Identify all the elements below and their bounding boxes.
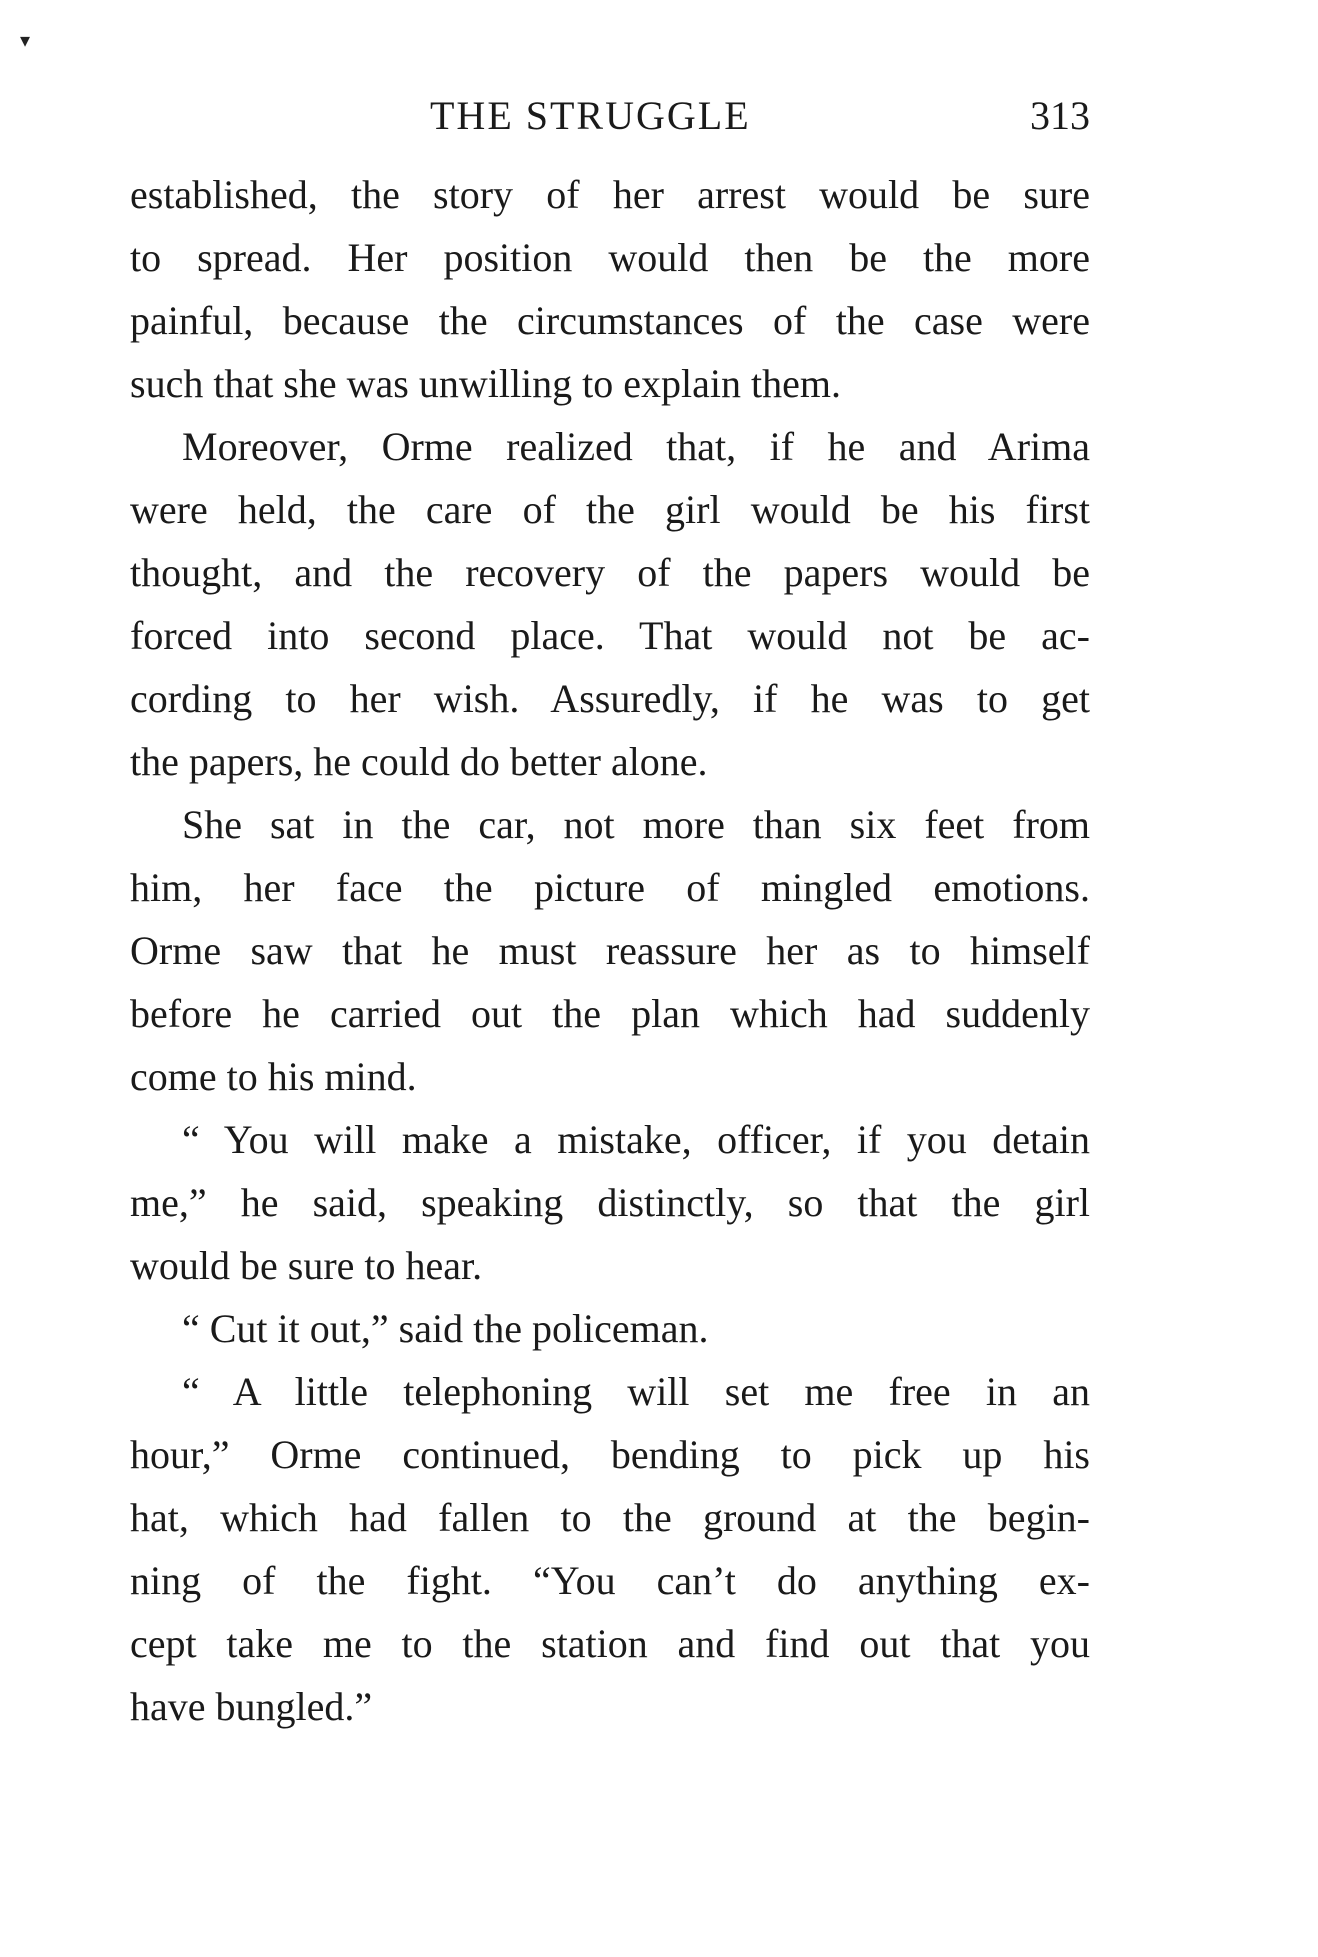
text-line: painful, because the circumstances of the case were (130, 298, 1090, 343)
text-line: Orme saw that he must reassure her as to himself (130, 928, 1090, 973)
text-line: forced into second place. That would not be ac- (130, 613, 1090, 658)
text-line: were held, the care of the girl would be his first (130, 487, 1090, 532)
body-text (130, 163, 1090, 1738)
text-line: would be sure to hear. (130, 1243, 483, 1288)
text-line: “ You will make a mistake, officer, if you detain (182, 1117, 1090, 1162)
text-line: come to his mind. (130, 1054, 417, 1099)
text-line: me,” he said, speaking distinctly, so that the girl (130, 1180, 1090, 1225)
corner-mark: ▾ (20, 28, 31, 52)
running-head (130, 92, 1090, 152)
text-line: such that she was unwilling to explain them. (130, 361, 841, 406)
text-line: “ Cut it out,” said the policeman. (182, 1306, 709, 1351)
text-line: Moreover, Orme realized that, if he and Arima (182, 424, 1090, 469)
text-line: thought, and the recovery of the papers would be (130, 550, 1090, 595)
text-line: have bungled.” (130, 1684, 373, 1729)
text-line: the papers, he could do better alone. (130, 739, 708, 784)
page-number: 313 (1030, 93, 1090, 138)
running-title: THE STRUGGLE (430, 93, 751, 138)
text-line: hat, which had fallen to the ground at the begin- (130, 1495, 1090, 1540)
text-line: hour,” Orme continued, bending to pick up his (130, 1432, 1090, 1477)
text-line: She sat in the car, not more than six feet from (182, 802, 1090, 847)
text-line: ning of the fight. “You can’t do anything ex- (130, 1558, 1090, 1603)
text-line: “ A little telephoning will set me free in an (182, 1369, 1090, 1414)
text-line: cording to her wish. Assuredly, if he was to get (130, 676, 1090, 721)
text-line: established, the story of her arrest would be sure (130, 172, 1090, 217)
text-line: to spread. Her position would then be the more (130, 235, 1090, 280)
text-line: cept take me to the station and find out that you (130, 1621, 1090, 1666)
text-line: before he carried out the plan which had suddenly (130, 991, 1090, 1036)
text-line: him, her face the picture of mingled emotions. (130, 865, 1090, 910)
